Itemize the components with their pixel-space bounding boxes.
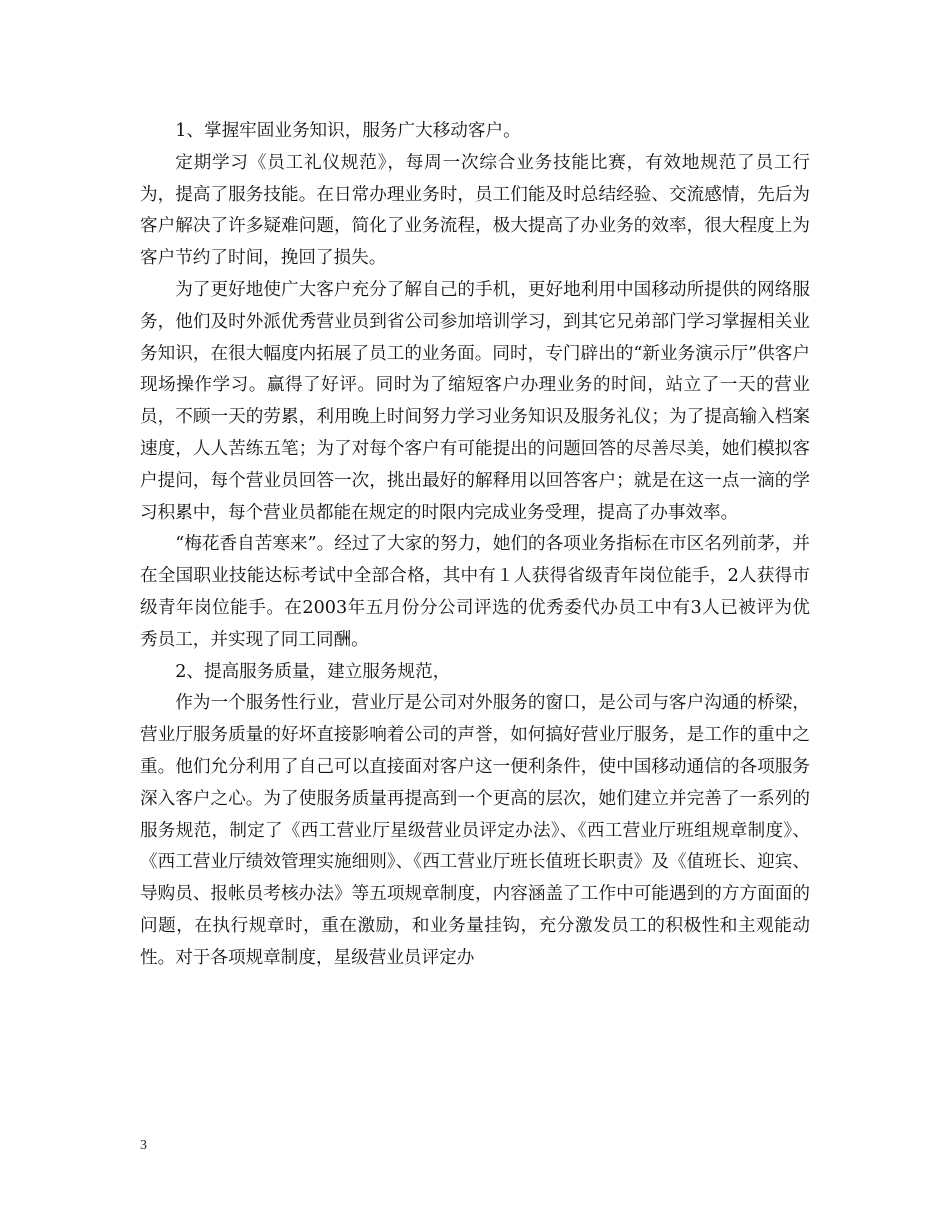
paragraph: 为了更好地使广大客户充分了解自己的手机，更好地利用中国移动所提供的网络服务，他们及时外派优秀营业员到省公司参加培训学习，到其它兄弟部门学习掌握相关业务知识，在很大幅度内拓展了员工的业务面。同时，专门辟出的“新业务演示厅”供客户现场操作学习。赢得了好评。同时为了缩短客户办理业务的时间，站立了一天的营业员，不顾一天的劳累，利用晚上时间努力学习业务知识及服务礼仪；为了提高输入档案速度，人人苦练五笔；为了对每个客户有可能提出的问题回答的尽善尽美，她们模拟客户提问，每个营业员回答一次，挑出最好的解释用以回答客户；就是在这一点一滴的学习积累中，每个营业员都能在规定的时限内完成业务受理，提高了办事效率。	[140, 279, 810, 523]
document-body	[140, 116, 810, 975]
paragraph: 定期学习《员工礼仪规范》，每周一次综合业务技能比赛，有效地规范了员工行为，提高了服务技能。在日常办理业务时，员工们能及时总结经验、交流感情，先后为客户解决了许多疑难问题，简化了业务流程，极大提高了办业务的效率，很大程度上为客户节约了时间，挽回了损失。	[140, 152, 810, 269]
paragraph: 作为一个服务性行业，营业厅是公司对外服务的窗口，是公司与客户沟通的桥梁，营业厅服务质量的好坏直接影响着公司的声誉，如何搞好营业厅服务，是工作的重中之重。他们允分利用了自己可以直接面对客户这一便利条件，使中国移动通信的各项服务深入客户之心。为了使服务质量再提高到一个更高的层次，她们建立并完善了一系列的服务规范，制定了《西工营业厅星级营业员评定办法》、《西工营业厅班组规章制度》、《西工营业厅绩效管理实施细则》、《西工营业厅班长值班长职责》及《值班长、迎宾、导购员、报帐员考核办法》等五项规章制度，内容涵盖了工作中可能遇到的方方面面的问题，在执行规章时，重在激励，和业务量挂钩，充分激发员工的积极性和主观能动性。对于各项规章制度，星级营业员评定办	[140, 693, 810, 968]
paragraph-heading-1: 1、掌握牢固业务知识，服务广大移动客户。	[175, 121, 521, 141]
page-number: 3	[140, 1138, 147, 1153]
paragraph-heading-2: 2、提高服务质量，建立服务规范，	[175, 661, 451, 682]
paragraph: “梅花香自苦寒来”。经过了大家的努力，她们的各项业务指标在市区名列前茅，并在全国职业技能达标考试中全部合格，其中有１人获得省级青年岗位能手，2人获得市级青年岗位能手。在2003年五月份分公司评选的优秀委代办员工中有3人已被评为优秀员工，并实现了同工同酬。	[140, 534, 810, 650]
